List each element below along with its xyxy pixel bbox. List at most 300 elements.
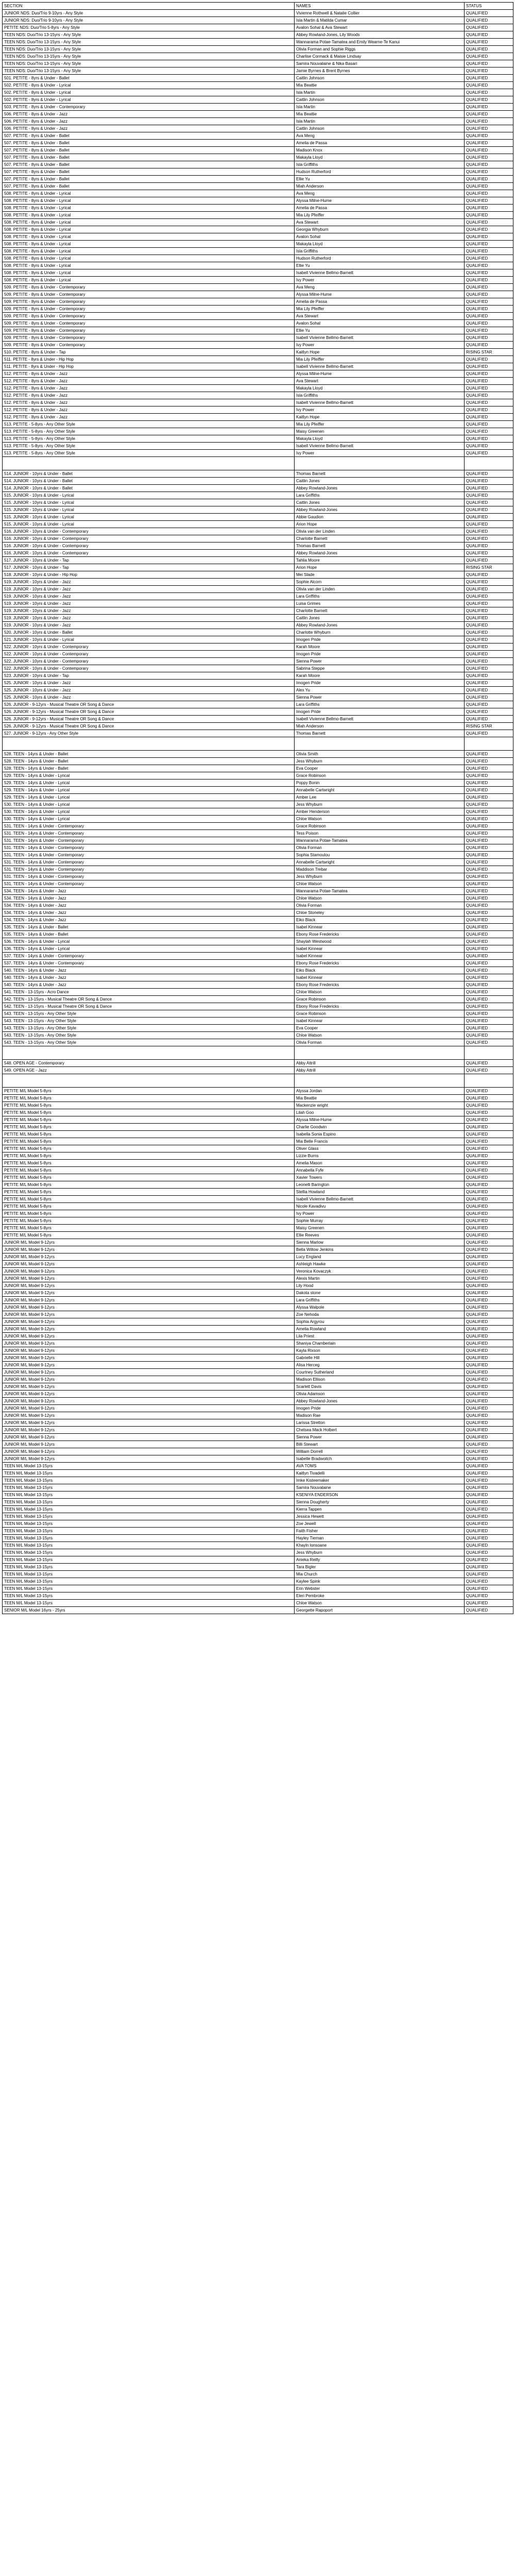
names-cell: Maisy Greenen	[295, 428, 465, 435]
names-cell: Olivia Forman	[295, 902, 465, 909]
table-row	[3, 1181, 513, 1189]
table-row	[3, 1383, 513, 1391]
status-cell: QUALIFIED	[465, 1297, 513, 1304]
header-row	[3, 3, 513, 10]
table-row	[3, 658, 513, 665]
table-row	[3, 1138, 513, 1145]
names-cell: Amelia Mason	[295, 1160, 465, 1167]
table-row	[3, 909, 513, 917]
status-cell: QUALIFIED	[465, 421, 513, 428]
table-row	[3, 378, 513, 385]
section-cell: 515. JUNIOR - 10yrs & Under - Lyrical	[3, 521, 295, 528]
table-row	[3, 1492, 513, 1499]
names-cell: Sienna Power	[295, 1434, 465, 1441]
table-row	[3, 844, 513, 852]
status-cell: QUALIFIED	[465, 125, 513, 132]
names-cell: Isabell Vivienne Bellmo-Barnett	[295, 399, 465, 406]
table-row	[3, 1499, 513, 1506]
names-cell: Caitlin Jones	[295, 478, 465, 485]
names-cell: Georgia Whyburn	[295, 226, 465, 233]
table-row	[3, 233, 513, 241]
section-cell: 515. JUNIOR - 10yrs & Under - Lyrical	[3, 514, 295, 521]
status-cell: QUALIFIED	[465, 1455, 513, 1463]
section-cell: PETITE M/L Model 5-8yrs	[3, 1145, 295, 1153]
table-row	[3, 751, 513, 758]
table-row	[3, 1189, 513, 1196]
table-row	[3, 277, 513, 284]
table-row	[3, 924, 513, 931]
names-cell: Isabell Vivienne Bellmo-Barnett	[295, 1196, 465, 1203]
table-row	[3, 1549, 513, 1556]
names-cell: Avalon Sohal	[295, 320, 465, 327]
names-cell: Madison Ellison	[295, 1376, 465, 1383]
section-cell: JUNIOR NDS: Duo/Trio 9-10yrs - Any Style	[3, 10, 295, 17]
status-cell: QUALIFIED	[465, 1145, 513, 1153]
section-cell: 519. JUNIOR - 10yrs & Under - Jazz	[3, 600, 295, 607]
section-cell: JUNIOR M/L Model 9-12yrs	[3, 1362, 295, 1369]
table-row	[3, 53, 513, 60]
status-cell: QUALIFIED	[465, 470, 513, 478]
section-cell: 503. PETITE - 8yrs & Under - Contemporary	[3, 104, 295, 111]
section-cell: 515. JUNIOR - 10yrs & Under - Lyrical	[3, 506, 295, 514]
spacer-cell	[295, 457, 465, 470]
table-row	[3, 974, 513, 981]
names-cell: Sophia Argyrou	[295, 1318, 465, 1326]
status-cell: QUALIFIED	[465, 895, 513, 902]
names-cell: Oliver Glass	[295, 1145, 465, 1153]
section-cell: JUNIOR M/L Model 9-12yrs	[3, 1311, 295, 1318]
table-row	[3, 1174, 513, 1181]
table-row	[3, 443, 513, 450]
table-row	[3, 1010, 513, 1018]
table-row	[3, 787, 513, 794]
table-row	[3, 514, 513, 521]
section-cell: PETITE M/L Model 5-8yrs	[3, 1095, 295, 1102]
table-row	[3, 629, 513, 636]
status-cell: QUALIFIED	[465, 1116, 513, 1124]
names-cell: Ivy Power	[295, 342, 465, 349]
names-cell: Avalon Sohal	[295, 233, 465, 241]
names-cell: Olivia van der Linden	[295, 586, 465, 593]
names-cell: Imogen Pride	[295, 1405, 465, 1412]
section-cell: 531. TEEN - 14yrs & Under - Contemporary	[3, 844, 295, 852]
names-cell: Isabelle Bradwoitch	[295, 1455, 465, 1463]
status-cell: QUALIFIED	[465, 888, 513, 895]
table-row	[3, 593, 513, 600]
names-cell: Kaitlyn Hope	[295, 349, 465, 356]
names-cell: Imogen Pride	[295, 708, 465, 716]
section-cell: 512. PETITE - 8yrs & Under - Jazz	[3, 378, 295, 385]
status-cell: QUALIFIED	[465, 1412, 513, 1419]
names-cell: Alyssa Milne-Hume	[295, 370, 465, 378]
names-cell: Charlise Cormack & Maisie Lindsay	[295, 53, 465, 60]
names-cell: Grace Robinson	[295, 772, 465, 779]
status-cell: QUALIFIED	[465, 168, 513, 176]
names-cell: Abbey Rowland-Jones	[295, 622, 465, 629]
section-cell: TEEN NDS: Duo/Trio 13-15yrs - Any Style	[3, 53, 295, 60]
names-cell: Jess Whyburn	[295, 758, 465, 765]
section-cell: 516. JUNIOR - 10yrs & Under - Contemporary	[3, 543, 295, 550]
section-cell: 534. TEEN - 14yrs & Under - Jazz	[3, 888, 295, 895]
status-cell: QUALIFIED	[465, 284, 513, 291]
names-cell: Isla Martin	[295, 89, 465, 96]
table-row	[3, 291, 513, 298]
status-cell: QUALIFIED	[465, 816, 513, 823]
section-cell: JUNIOR M/L Model 9-12yrs	[3, 1354, 295, 1362]
names-cell: Abbey Rowland-Jones	[295, 506, 465, 514]
status-cell: QUALIFIED	[465, 327, 513, 334]
table-row	[3, 176, 513, 183]
names-cell: Caitlin Johnson	[295, 75, 465, 82]
table-row	[3, 837, 513, 844]
status-cell: QUALIFIED	[465, 378, 513, 385]
names-cell: Karah Moore	[295, 672, 465, 680]
results-table	[2, 2, 513, 1614]
names-cell: Kaylee Spink	[295, 1578, 465, 1585]
table-row	[3, 17, 513, 24]
status-cell: QUALIFIED	[465, 1239, 513, 1246]
names-cell: Isabel Kinnear	[295, 1018, 465, 1025]
section-cell: PETITE M/L Model 5-8yrs	[3, 1225, 295, 1232]
status-cell: QUALIFIED	[465, 615, 513, 622]
status-cell: QUALIFIED	[465, 24, 513, 31]
section-cell: 534. TEEN - 14yrs & Under - Jazz	[3, 895, 295, 902]
status-cell: QUALIFIED	[465, 622, 513, 629]
table-row	[3, 1124, 513, 1131]
section-cell: 508. PETITE - 8yrs & Under - Lyrical	[3, 248, 295, 255]
spacer-row	[3, 1046, 513, 1060]
names-cell: Abby Attrill	[295, 1067, 465, 1074]
status-cell: QUALIFIED	[465, 60, 513, 67]
names-cell: Abbey Rowland-Jones	[295, 1398, 465, 1405]
section-cell: PETITE M/L Model 5-8yrs	[3, 1174, 295, 1181]
names-cell: Ellie Reeves	[295, 1232, 465, 1239]
table-row	[3, 132, 513, 140]
section-cell: TEEN M/L Model 13-15yrs	[3, 1578, 295, 1585]
section-cell: 510. PETITE - 8yrs & Under - Tap	[3, 349, 295, 356]
names-cell: Shaniya Chamberlain	[295, 1340, 465, 1347]
table-row	[3, 125, 513, 132]
table-row	[3, 356, 513, 363]
section-cell: 521. JUNIOR - 10yrs & Under - Lyrical	[3, 636, 295, 643]
table-row	[3, 1088, 513, 1095]
table-row	[3, 535, 513, 543]
names-cell: Sienna Power	[295, 694, 465, 701]
names-cell: Chloe Watson	[295, 1032, 465, 1039]
names-cell: Caitlin Jones	[295, 615, 465, 622]
names-cell: Zoe Nehoda	[295, 1311, 465, 1318]
table-row	[3, 392, 513, 399]
status-cell: QUALIFIED	[465, 1160, 513, 1167]
table-row	[3, 1261, 513, 1268]
section-cell: 534. TEEN - 14yrs & Under - Jazz	[3, 902, 295, 909]
names-cell: KSENIYA ENDERSON	[295, 1492, 465, 1499]
status-cell: QUALIFIED	[465, 514, 513, 521]
names-cell: Annabella Fyfe	[295, 1167, 465, 1174]
table-row	[3, 1018, 513, 1025]
section-cell: TEEN M/L Model 13-15yrs	[3, 1549, 295, 1556]
table-row	[3, 67, 513, 75]
names-cell: Arion Hope	[295, 564, 465, 571]
table-row	[3, 981, 513, 989]
section-cell: 519. JUNIOR - 10yrs & Under - Jazz	[3, 586, 295, 593]
spacer-cell	[465, 1046, 513, 1060]
status-cell: QUALIFIED	[465, 758, 513, 765]
section-cell: 509. PETITE - 8yrs & Under - Contemporary	[3, 291, 295, 298]
status-cell: QUALIFIED	[465, 506, 513, 514]
table-row	[3, 830, 513, 837]
status-cell: QUALIFIED	[465, 636, 513, 643]
status-cell: QUALIFIED	[465, 1607, 513, 1614]
section-cell: JUNIOR M/L Model 9-12yrs	[3, 1304, 295, 1311]
status-cell: QUALIFIED	[465, 1492, 513, 1499]
table-row	[3, 765, 513, 772]
names-header: NAMES	[295, 3, 465, 10]
names-cell: Charlotte Barnett	[295, 535, 465, 543]
names-cell: Eva Cooper	[295, 765, 465, 772]
names-cell: Lily Hood	[295, 1282, 465, 1290]
names-cell: Chelsea Mack Holbert	[295, 1427, 465, 1434]
status-cell: QUALIFIED	[465, 1095, 513, 1102]
table-row	[3, 1585, 513, 1592]
status-cell: QUALIFIED	[465, 443, 513, 450]
section-cell: 530. TEEN - 14yrs & Under - Lyrical	[3, 808, 295, 816]
section-cell: PETITE M/L Model 5-8yrs	[3, 1210, 295, 1217]
status-cell: QUALIFIED	[465, 1340, 513, 1347]
table-row	[3, 205, 513, 212]
section-cell: 509. PETITE - 8yrs & Under - Contemporary	[3, 320, 295, 327]
section-cell: TEEN M/L Model 13-15yrs	[3, 1556, 295, 1564]
names-cell: Chloe Watson	[295, 880, 465, 888]
status-cell: QUALIFIED	[465, 1181, 513, 1189]
section-cell: 531. TEEN - 14yrs & Under - Contemporary	[3, 852, 295, 859]
table-row	[3, 428, 513, 435]
names-cell: Isabell Vivienne Bellmo-Barnett	[295, 443, 465, 450]
names-cell: Sophia Stamoulou	[295, 852, 465, 859]
names-cell: Veronica Kovaczyk	[295, 1268, 465, 1275]
names-cell: Jess Whyburn	[295, 1549, 465, 1556]
status-cell: QUALIFIED	[465, 1535, 513, 1542]
names-cell: Isla Martin	[295, 104, 465, 111]
names-cell: Olivia Forman	[295, 1039, 465, 1046]
names-cell: Ellie Yu	[295, 262, 465, 269]
status-cell: QUALIFIED	[465, 579, 513, 586]
table-row	[3, 1448, 513, 1455]
names-cell: Avalon Sohal & Ava Stewart	[295, 24, 465, 31]
names-cell: Isla Griffiths	[295, 392, 465, 399]
section-cell: JUNIOR M/L Model 9-12yrs	[3, 1282, 295, 1290]
table-row	[3, 385, 513, 392]
section-cell: PETITE M/L Model 5-8yrs	[3, 1124, 295, 1131]
section-cell: 530. TEEN - 14yrs & Under - Lyrical	[3, 816, 295, 823]
section-cell: 519. JUNIOR - 10yrs & Under - Jazz	[3, 593, 295, 600]
section-cell: 509. PETITE - 8yrs & Under - Contemporary	[3, 306, 295, 313]
names-cell: Billi Stewart	[295, 1441, 465, 1448]
names-cell: Ava Stewart	[295, 378, 465, 385]
table-row	[3, 1326, 513, 1333]
table-row	[3, 1060, 513, 1067]
names-cell: Samira Nouvalaine & Nika Basari	[295, 60, 465, 67]
status-cell: QUALIFIED	[465, 1010, 513, 1018]
names-cell: Ebony Rose Fredericks	[295, 1003, 465, 1010]
table-row	[3, 492, 513, 499]
names-cell: Jamie Byrnes & Brent Byrnes	[295, 67, 465, 75]
status-cell: QUALIFIED	[465, 1571, 513, 1578]
status-cell: QUALIFIED	[465, 75, 513, 82]
section-cell: 519. JUNIOR - 10yrs & Under - Jazz	[3, 615, 295, 622]
section-cell: 513. PETITE - 5-8yrs - Any Other Style	[3, 450, 295, 457]
table-row	[3, 1578, 513, 1585]
table-row	[3, 716, 513, 723]
names-cell: Amelia de Passa	[295, 205, 465, 212]
section-cell: 526. JUNIOR - 9-12yrs - Musical Theatre OR Song & Dance	[3, 708, 295, 716]
status-cell: QUALIFIED	[465, 1203, 513, 1210]
status-cell: QUALIFIED	[465, 1347, 513, 1354]
status-cell: QUALIFIED	[465, 1383, 513, 1391]
section-cell: 543. TEEN - 13-15yrs - Any Other Style	[3, 1010, 295, 1018]
table-row	[3, 708, 513, 716]
status-cell: QUALIFIED	[465, 924, 513, 931]
table-row	[3, 499, 513, 506]
status-cell: QUALIFIED	[465, 1520, 513, 1528]
names-cell: Shaylah Westwood	[295, 938, 465, 945]
status-cell: QUALIFIED	[465, 492, 513, 499]
section-cell: JUNIOR M/L Model 9-12yrs	[3, 1268, 295, 1275]
status-cell: QUALIFIED	[465, 651, 513, 658]
names-cell: Maisy Greenen	[295, 1225, 465, 1232]
table-row	[3, 1369, 513, 1376]
names-cell: Samira Nouvalaine	[295, 1484, 465, 1492]
status-cell: QUALIFIED	[465, 485, 513, 492]
status-cell: QUALIFIED	[465, 830, 513, 837]
section-cell: 529. TEEN - 14yrs & Under - Lyrical	[3, 787, 295, 794]
status-cell: QUALIFIED	[465, 1060, 513, 1067]
section-cell: 522. JUNIOR - 10yrs & Under - Contemporary	[3, 658, 295, 665]
section-cell: 520. JUNIOR - 10yrs & Under - Ballet	[3, 629, 295, 636]
status-cell: QUALIFIED	[465, 1549, 513, 1556]
table-row	[3, 1470, 513, 1477]
section-cell: 506. PETITE - 8yrs & Under - Jazz	[3, 111, 295, 118]
status-cell: QUALIFIED	[465, 672, 513, 680]
section-cell: 525. JUNIOR - 10yrs & Under - Jazz	[3, 694, 295, 701]
status-cell: QUALIFIED	[465, 1463, 513, 1470]
names-cell: Makayla Lloyd	[295, 385, 465, 392]
table-row	[3, 579, 513, 586]
names-cell: Abbie Gaudion	[295, 514, 465, 521]
status-cell: QUALIFIED	[465, 435, 513, 443]
status-cell: QUALIFIED	[465, 593, 513, 600]
section-cell: 513. PETITE - 5-8yrs - Any Other Style	[3, 428, 295, 435]
section-cell: 522. JUNIOR - 10yrs & Under - Contemporary	[3, 651, 295, 658]
section-cell: 502. PETITE - 8yrs & Under - Lyrical	[3, 96, 295, 104]
section-cell: 537. TEEN - 14yrs & Under - Contemporary	[3, 953, 295, 960]
table-row	[3, 694, 513, 701]
results-sheet	[2, 2, 513, 1614]
table-row	[3, 96, 513, 104]
table-row	[3, 1290, 513, 1297]
table-row	[3, 651, 513, 658]
section-cell: 529. TEEN - 14yrs & Under - Lyrical	[3, 779, 295, 787]
section-cell: 512. PETITE - 8yrs & Under - Jazz	[3, 385, 295, 392]
names-cell: Lizzie Burns	[295, 1153, 465, 1160]
status-cell: QUALIFIED	[465, 428, 513, 435]
status-cell: QUALIFIED	[465, 46, 513, 53]
status-cell: QUALIFIED	[465, 363, 513, 370]
section-cell: PETITE NDS: Duo/Trio 5-8yrs - Any Style	[3, 24, 295, 31]
table-row	[3, 1282, 513, 1290]
names-cell: Miah Anderson	[295, 183, 465, 190]
names-cell: Ivy Power	[295, 1210, 465, 1217]
table-row	[3, 414, 513, 421]
status-cell: QUALIFIED	[465, 1268, 513, 1275]
status-cell: QUALIFIED	[465, 543, 513, 550]
table-row	[3, 622, 513, 629]
status-cell: QUALIFIED	[465, 1470, 513, 1477]
names-cell: Nicole Kavadivu	[295, 1203, 465, 1210]
section-cell: PETITE M/L Model 5-8yrs	[3, 1153, 295, 1160]
names-cell: Amelia de Passa	[295, 298, 465, 306]
section-cell: 508. PETITE - 8yrs & Under - Lyrical	[3, 226, 295, 233]
table-row	[3, 1210, 513, 1217]
names-cell: Abbey Rowland-Jones	[295, 550, 465, 557]
names-cell: Makayla Lloyd	[295, 154, 465, 161]
status-cell: QUALIFIED	[465, 1290, 513, 1297]
status-cell: QUALIFIED	[465, 974, 513, 981]
section-cell: 507. PETITE - 8yrs & Under - Ballet	[3, 183, 295, 190]
spacer-cell	[465, 737, 513, 751]
table-row	[3, 1253, 513, 1261]
names-cell: Khayln lonsoane	[295, 1542, 465, 1549]
section-cell: TEEN NDS: Duo/Trio 13-15yrs - Any Style	[3, 39, 295, 46]
table-row	[3, 161, 513, 168]
table-row	[3, 370, 513, 378]
status-cell: QUALIFIED	[465, 981, 513, 989]
status-cell: QUALIFIED	[465, 1067, 513, 1074]
status-cell: QUALIFIED	[465, 1484, 513, 1492]
table-row	[3, 600, 513, 607]
names-cell: Lara Griffiths	[295, 593, 465, 600]
names-cell: Lila Priest	[295, 1333, 465, 1340]
status-cell: QUALIFIED	[465, 938, 513, 945]
spacer-cell	[3, 1046, 295, 1060]
section-cell: 517. JUNIOR - 10yrs & Under - Tap	[3, 557, 295, 564]
section-cell: JUNIOR M/L Model 9-12yrs	[3, 1290, 295, 1297]
table-row	[3, 866, 513, 873]
names-cell: Mia Church	[295, 1571, 465, 1578]
table-row	[3, 1246, 513, 1253]
status-cell: QUALIFIED	[465, 233, 513, 241]
status-cell: QUALIFIED	[465, 787, 513, 794]
table-row	[3, 808, 513, 816]
status-cell: QUALIFIED	[465, 499, 513, 506]
table-row	[3, 1116, 513, 1124]
status-cell: QUALIFIED	[465, 176, 513, 183]
status-cell: QUALIFIED	[465, 414, 513, 421]
names-cell: Olivia van der Linden	[295, 528, 465, 535]
section-cell: 516. JUNIOR - 10yrs & Under - Contemporary	[3, 535, 295, 543]
table-row	[3, 672, 513, 680]
section-cell: TEEN M/L Model 13-15yrs	[3, 1492, 295, 1499]
section-cell: JUNIOR M/L Model 9-12yrs	[3, 1448, 295, 1455]
status-cell: QUALIFIED	[465, 67, 513, 75]
names-cell: Grace Robinson	[295, 823, 465, 830]
section-cell: 508. PETITE - 8yrs & Under - Lyrical	[3, 190, 295, 197]
table-row	[3, 1003, 513, 1010]
section-cell: 519. JUNIOR - 10yrs & Under - Jazz	[3, 579, 295, 586]
names-cell: Thomas Barnett	[295, 730, 465, 737]
names-cell: Ava Stewart	[295, 219, 465, 226]
names-cell: Wannarama Potae-Tamatea	[295, 888, 465, 895]
